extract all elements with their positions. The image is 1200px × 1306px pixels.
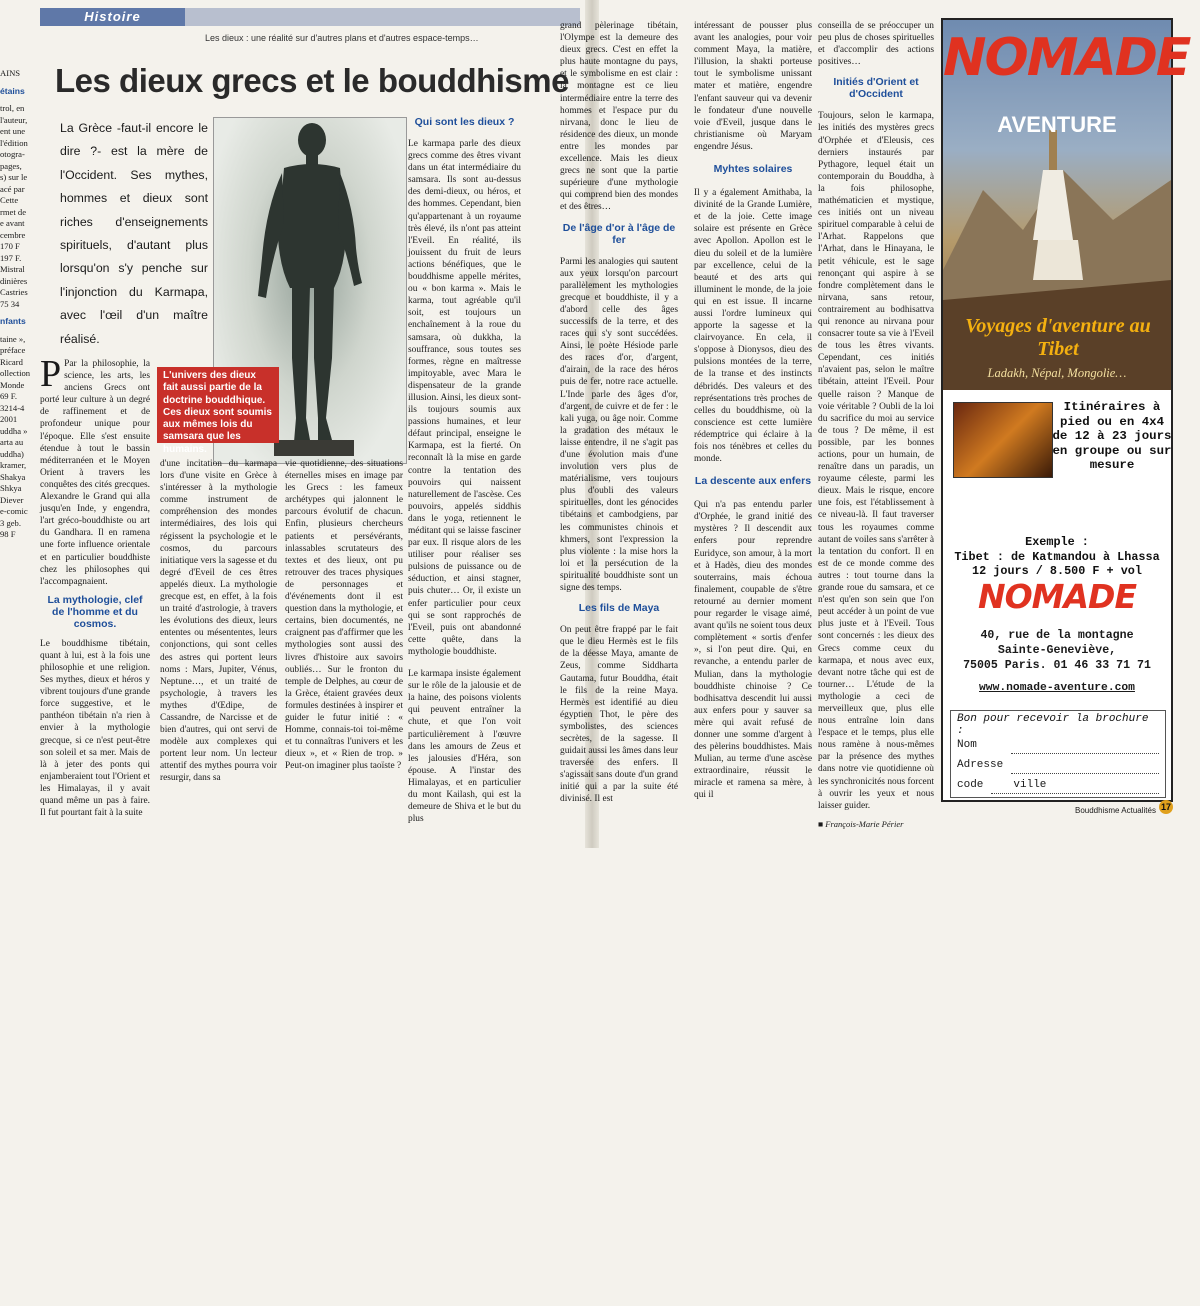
ad-example [943, 535, 1171, 579]
left-column-1 [40, 353, 150, 1206]
subheading: Les fils de Maya [578, 602, 660, 615]
ad-brand-logo-small: NOMADE [978, 577, 1136, 616]
right-column-3 [818, 20, 934, 829]
fragment-line: taine », [0, 333, 26, 344]
fragment-line: dinières [0, 275, 28, 286]
column-text: intéressant de pousser plus avant les analogies, pour voir comment Maya, la matière, l'illusion, la shakti porteuse tout le symbolisme unissant mater et matière, engendre l'enfant sauveur qui va devenir le fondateur d'une nouvelle voie d'Eveil, jusque dans le christianisme où Maryam engendre Jésus. [694, 21, 812, 152]
ad-example-price: 12 jours / 8.500 F + vol [972, 564, 1142, 578]
ad-regions: Ladakh, Népal, Mongolie… [987, 366, 1127, 380]
field-label: Nom [957, 739, 977, 751]
subheading: La mythologie, clef de l'homme et du cosmos. [47, 593, 143, 630]
temple-interior-photo [953, 402, 1053, 478]
subheading: Initiés d'Orient et d'Occident [833, 76, 919, 101]
fragment-line: Castries [0, 287, 28, 297]
section-tagline: Les dieux : une réalité sur d'autres plans et d'autres espace-temps… [205, 33, 479, 43]
ad-example-route: Tibet : de Katmandou à Lhassa [954, 549, 1160, 564]
fragment-line: ent une [0, 126, 26, 136]
column-text: Il y a également Amithaba, la divinité de la Grande Lumière, et de la joie. Cette image solaire est présente en Grèce avec Apollon. Apollon est le dieu du soleil et de la lumière par excellence, celui de la beauté et des arts qui illuminent le monde, de la joie qui en est issue. Il incarne aussi l'ordre lumineux qui apporte la sagesse et la clairvoyance. En cela, il s'oppose à Dionysos, dieu des pulsions montées de la terre, de la transe et des instincts débridés. Des valeurs et des représentations très proches de celles du bouddhisme, où la conscience est cette lumière rédemptrice qui éclaire à la fois nos ténèbres et celles du monde. [694, 188, 812, 465]
address-line: 75005 Paris. 01 46 33 71 71 [963, 659, 1151, 672]
fragment-line: ollection [0, 368, 31, 378]
address-line: 40, rue de la montagne [980, 629, 1134, 642]
fragment-line: 3214-4 [0, 402, 25, 413]
field-label: Adresse [957, 759, 1004, 771]
fragment-line: Shakya [0, 471, 26, 482]
column-text: grand pèlerinage tibétain, l'Olympe est la demeure des dieux grecs. C'est en effet la plus haute montagne du pays, et le symbolisme en est clair : la montagne est ce lieu intermédiaire entre la terre des hommes et l'espace pur du nirvana, donc le lieu de résidence des dieux, un monde entre les mondes par excellence. Mais les dieux grecs ne sont que la partie supérieure d'une mythologie qui comprend bien des mondes et des êtres… [560, 21, 678, 213]
left-column-2 [160, 458, 277, 1306]
brochure-request-form [950, 710, 1166, 798]
fragment-line: rmet de [0, 206, 27, 217]
ad-itineraries: Itinéraires à pied ou en 4x4 de 12 à 23 jours en groupe ou sur mesure [1052, 400, 1172, 472]
fragment-line: l'édition [0, 137, 28, 148]
author-name: François-Marie Périer [825, 818, 904, 829]
fragment-line: acé par [0, 183, 25, 194]
fragment-line: 170 F [0, 241, 20, 251]
ad-brand-subtitle: AVENTURE [997, 112, 1117, 137]
address-line: Sainte-Geneviève, [997, 644, 1117, 657]
fragment-line: e-comic [0, 506, 28, 516]
ad-brand-logo: NOMADE [943, 28, 1190, 88]
column-text: Le karmapa parle des dieux grecs comme des êtres vivant dans un état intermédiaire du samsara. Ils sont au-dessus des demi-dieux, ou héros, et des hommes. Cependant, bien qu'appartenant à un royaume très élevé, ils n'ont pas atteint l'Eveil. En réalité, ils jouissent du fruit de leurs actions bénéfiques, que le bouddhisme appelle mérites, ou « bon karma ». Mais le karma, tout agréable qu'il soit, est toujours un enchaînement à la roue du samsara, où dukkha, la souffrance, sous toutes ses formes, règne en maîtresse impitoyable, avec Mara le dispensateur de la grande illusion. Ainsi, les dieux sont-ils toujours soumis aux passions humaines, et leur défaut principal, enseigne le Karmapa, est la fierté. On reconnaît là la mise en garde contre la tentation des pouvoirs qui naissent naturellement de l'ascèse. Ces pouvoirs, appelés siddhis dans le yoga, retiennent le méditant qui se laisse fasciner par eux. Il risque alors de les utiliser pour réaliser ses pulsions de puissance ou de séduction, et ainsi stagner, puis chuter… Or, il existe un enfer particulier pour ceux qui se sont rapprochés de l'Eveil, puis ont abandonné cette quête, dans la mythologie bouddhiste. [408, 139, 521, 657]
fragment-line: s) sur le [0, 172, 28, 182]
fragment-line: uddha) [0, 448, 24, 459]
fragment-line: otogra- [0, 149, 25, 159]
previous-page-fragment [0, 0, 34, 916]
photo-caption: L'univers des dieux fait aussi partie de la doctrine bouddhique. Ces dieux sont soumis aux mêmes lois du samsara que les humains. [157, 367, 279, 443]
subheading: Qui sont les dieux ? [414, 116, 515, 128]
fragment-line: Diever [0, 494, 24, 505]
fragment-line: Monde [0, 379, 25, 390]
fragment-line: kramer, [0, 460, 27, 470]
fragment-line: Mistral [0, 264, 25, 274]
column-text: Le bouddhisme tibétain, quant à lui, est à la fois une philosophie et une religion. Ses mythes, dieux et héros y vibrent toujours d'une grande force suggestive, et le panthéon tibétain n'a rien à envier à la mythologie grecque, si ce n'est peut-être son soleil et sa mer. Mais de là à jeter des ponts qui enjamberaient tout l'Orient et les Himalayas, il y avait quand même un pas à faire. Il fut pourtant fait à la suite [40, 638, 150, 819]
subheading: La descente aux enfers [694, 475, 812, 488]
fragment-line: 69 F. [0, 391, 17, 401]
fragment-line: uddha » [0, 425, 28, 436]
fragment-line: 98 F [0, 529, 16, 539]
subheading: De l'âge d'or à l'âge de fer [562, 221, 676, 246]
fragment-line: e avant [0, 218, 25, 228]
author-credit: ■ François-Marie Périer [818, 818, 904, 829]
ad-example-label: Exemple : [1025, 535, 1089, 549]
form-title: Bon pour recevoir la brochure : [957, 713, 1149, 737]
fragment-line: trol, en [0, 103, 25, 113]
page-number: 17 [1160, 802, 1171, 812]
column-text: On peut être frappé par le fait que le dieu Hermès est le fils de la déesse Maya, amante de Zeus, comme Siddharta Gautama, futur Bouddha, était le fils de la reine Maya. Hermès est identifié au dieu égyptien Thot, le père des symbolistes, des sciences secrètes, de la sagesse. Il guidait aussi les âmes dans leur traversée des enfers. Il s'agissait sans doute d'un grand initié qui a par la suite été divinisé. Il est [560, 625, 678, 805]
fragment-line: Ricard [0, 356, 23, 367]
fragment-line: cembre [0, 229, 26, 240]
ad-website-link[interactable]: www.nomade-aventure.com [979, 682, 1135, 694]
article-intro: La Grèce -faut-il encore le dire ?- est la mère de l'Occident. Ses mythes, hommes et dieux sont riches d'enseignements spirituels, d'autant plus lorsqu'on s'y penche sur l'injonction du Karmapa, avec l'œil d'un maître réalisé. [60, 121, 208, 346]
publication-name: Bouddhisme Actualités [1075, 806, 1156, 815]
fragment-line: 197 F. [0, 252, 22, 263]
fragment-line: arta au [0, 437, 24, 447]
column-text: d'une incitation du karmapa lors d'une visite en Grèce à s'intéresser à la mythologie comme instrument de compréhension des mondes intermédiaires, des lois qui régissent la psychologie et le cosmos, du parcours initiatique vers la sagesse et du degré d'Eveil de ces êtres appelés dieux. La mythologie grecque est, en effet, à la fois un traité d'astrologie, à travers les évolutions des dieux, leurs ententes ou mésententes, leurs conjonctions, qui sont celles des astres qui portent leurs noms : Mars, Jupiter, Vénus, Neptune…, et un traité de psychologie, à travers les mythes d'Œdipe, de Cassandre, de Narcisse et de bien d'autres, qui ont servi de modèle aux complexes qui portent leur nom. Un lecteur attentif des mythes pourra voir resurgir, dans sa [160, 459, 277, 784]
column-text: Parmi les analogies qui sautent aux yeux lorsqu'on parcourt parallèlement les mythologies grecque et bouddhiste, il y a d'abord celle des âges successifs de la terre, et des races qui s'y sont succédées. Ainsi, le poète Hésiode parle des races d'or, d'argent, d'airain, de la race des héros puis de fer, notre race actuelle. L'Inde parle des âges d'or, d'argent, de cuivre et de fer : le kali yuga, ou âge noir. Comme la gradation des métaux le laisse entendre, il ne s'agit pas d'une évolution mais d'une involution vers plus de matérialisme, vers toujours plus d'oubli des valeurs spirituelles, dont les génocides tibétains et cambodgiens, par les communistes chinois et khmers, sont l'expression la plus violente : la mise hors la loi et la persécution de la spiritualité bouddhiste sont un signe des temps. [560, 256, 678, 594]
fragment-line: 2001 [0, 414, 18, 424]
column-text: Par la philosophie, la science, les arts, les anciens Grecs ont porté leur culture à un degré de raffinement et de profondeur unique pour l'époque. Elle s'est ensuite étendue à tout le bassin méditerranéen et le Moyen Orient à travers les conquêtes des cités grecques. Alexandre le Grand qui alla jusqu'en Inde, y engendra, l'art gréco-bouddhiste ou art du Gandhara. Il en ramena une forte influence orientale et en particulier bouddhiste chez les philosophes qui l'accompagnaient. [40, 359, 150, 587]
left-column-4 [408, 116, 521, 964]
fragment-line: nfants [0, 316, 26, 326]
form-name-line[interactable] [1011, 753, 1159, 754]
fragment-line: pages, [0, 160, 22, 171]
form-row-code[interactable] [951, 779, 1165, 799]
column-text: conseilla de se préoccuper un peu plus de choses spirituelles et d'accomplir des actions positives… [818, 21, 934, 68]
fragment-line: Shkya [0, 483, 22, 493]
form-city-line[interactable] [991, 793, 1159, 794]
column-text: Le karmapa insiste également sur le rôle de la jalousie et de la haine, des poisons violents qui peuvent entraîner la chute, et que l'on voit particulièrement à l'œuvre dans les amours de Zeus et les jalousies d'Héra, son épouse. A l'instar des Himalayas, et en particulier du mont Kailash, qui est la demeure de Shiva et le but du plus [408, 669, 521, 825]
left-column-3 [285, 458, 403, 1306]
ad-headline: Voyages d'aventure au Tibet [965, 315, 1151, 360]
column-text: Qui n'a pas entendu parler d'Orphée, le grand initié des mystères ? Il descendit aux enfers pour reprendre Euridyce, son amour, à la mort et à Hadès, dieu des mondes souterrains, mais échoua finalement, coupable de s'être retourné au dernier moment pour regarder le visage aimé, avant qu'ils ne soient tous deux complètement « sortis d'enfer », si l'on peut dire. Qui, en revanche, a entendu parler de Mulian, dans la mythologie bouddhiste chinoise ? Ce bodhisattva descendit lui aussi aux enfers pour y sauver sa mère qui avait refusé de donner une somme d'argent à des pèlerins bouddhistes. Mais Mulian, au terme d'une ascèse extraordinaire, réussit le miracle et ramena sa mère, à qui il [694, 500, 812, 801]
form-address-line[interactable] [1011, 773, 1159, 774]
fragment-line: l'auteur, [0, 114, 28, 125]
fragment-line: préface [0, 345, 26, 355]
fragment-line: Cette [0, 195, 19, 205]
field-label: ville [1013, 779, 1047, 791]
drop-cap: P [40, 353, 62, 395]
right-column-1 [560, 20, 678, 840]
fragment-line: 75 34 [0, 298, 20, 309]
column-text: vie quotidienne, des situations éternelles mises en image par les Grecs : les fameux archétypes qui jalonnent le parcours évolutif de chacun. Enfin, plusieurs chercheurs patients et persévérants, inlassables scrutateurs des textes et des lieux, ont pu retrouver des traces physiques de personnages et d'événements dont il est question dans la mythologie, et certains, bien documentés, ne craignent pas d'affirmer que les mythologies sont aussi des livres d'histoire aux savoirs oubliés… Sur le fronton du temple de Delphes, au cœur de la Grèce, étaient gravées deux formules destinées à inspirer et guider le futur initié : « Homme, connais-toi toi-même et tu connaîtras l'univers et les dieux », et « Rien de trop. » Peut-on imaginer plus taoïste ? [285, 459, 403, 772]
form-row-adresse[interactable] [951, 759, 1165, 779]
field-label: code [957, 779, 984, 791]
subheading: Myhtes solaires [713, 163, 793, 176]
column-text: Toujours, selon le karmapa, les initiés des mystères grecs d'Orphée et d'Eleusis, ces derniers instaurés par Pythagore, lequel était un contemporain du Bouddha, à la fois philosophe, mathématicien et mystique, ces initiés ont un niveau spirituel comparable à celui de l'Arhat. Rappelons que l'Arhat, dans le Hinayana, le petit véhicule, est le sage renonçant qui aspire à se fondre complètement dans le nirvana, sans retour, contrairement au bodhisattva qui renonce au nirvana pour consacrer toute sa vie à l'Eveil de tous les êtres vivants. Cependant, ces initiés n'avaient pas, selon le maître tibétain, atteint l'Eveil. Pour quelle raison ? Manque de voie véritable ? Oubli de la loi du sacrifice du moi au service de tous ? De même, il est possible, par les bonnes actions, pour un humain, de renaître dans un paradis, un royaume céleste, parmi les dieux. Mais le risque, encore une fois, est l'établissement à ce niveau-là. Il faut traverser tous les royaumes comme autant de voiles sans s'arrêter à la tentation du confort. Il en est de ce monde comme des autres : tout tourne dans la grande roue du samsara, et ce n'est qu'en son sein que l'on peut accéder à un point de vue plus juste et à l'Eveil. Tous sont concernés : les dieux des Grecs comme ceux du karmapa, et nous avec eux, devant notre tâche qui est de tourner… L'étude de la mythologie a ceci de merveilleux que, plus elle nous entraîne loin dans l'espace et le temps, plus elle nous ramène à nous-mêmes par la présence des mythes dans notre vie quotidienne où les synchronicités nous forcent à ouvrir les yeux et nous laisser guider. [818, 111, 934, 811]
article-title: Les dieux grecs et le bouddhisme [55, 62, 569, 99]
fragment-line: 3 geb. [0, 517, 22, 528]
section-tag: Histoire [40, 8, 185, 26]
nomade-advertisement [941, 18, 1190, 802]
fragment-line: étains [0, 85, 25, 96]
form-row-nom[interactable] [951, 739, 1165, 759]
right-column-2 [694, 20, 812, 840]
fragment-line: AINS [0, 68, 21, 78]
ad-address [943, 628, 1171, 673]
